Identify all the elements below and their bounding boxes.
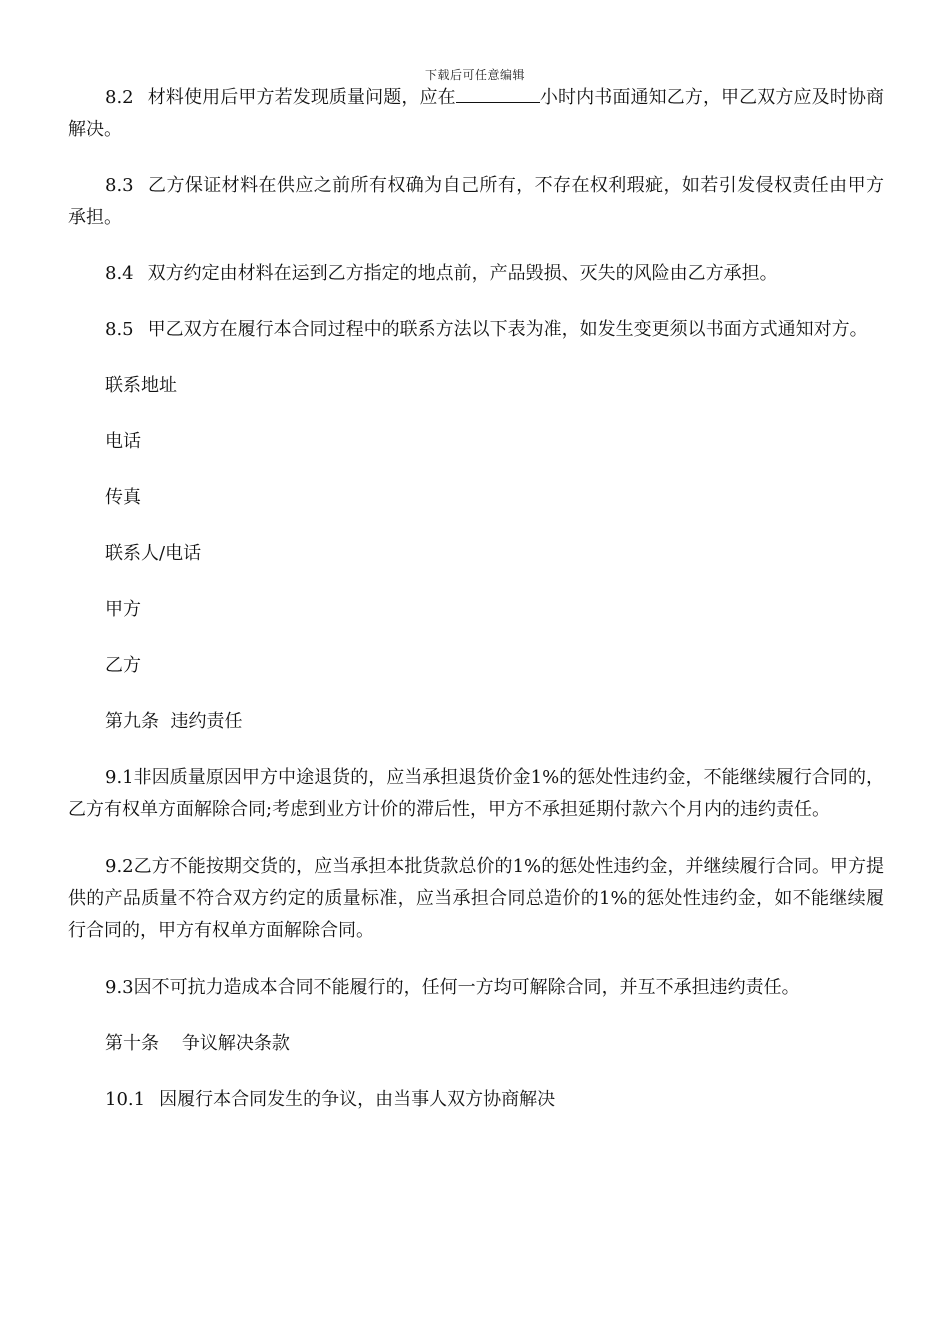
clause-8-3 — [68, 170, 884, 234]
header-note: 下载后可任意编辑 — [424, 68, 525, 82]
clause-8-5 — [68, 314, 884, 346]
clause-8-4 — [68, 258, 884, 290]
clause-9-2: 9.2乙方不能按期交货的，应当承担本批货款总价的1%的惩处性违约金，并继续履行合同。甲方提供的产品质量不符合双方约定的质量标准，应当承担合同总造价的1%的惩处性违约金，如不能继续履行合同的，甲方有权单方面解除合同。 — [68, 856, 884, 941]
clause-number: 10.1 — [105, 1089, 146, 1110]
clause-number: 8.4 — [105, 263, 134, 284]
clause-number: 8.3 — [105, 175, 134, 196]
clause-9-1: 9.1非因质量原因甲方中途退货的，应当承担退货价金1%的惩处性违约金，不能继续履行合同的，乙方有权单方面解除合同;考虑到业方计价的滞后性，甲方不承担延期付款六个月内的违约责任。 — [68, 767, 884, 820]
article-9-title: 第九条 违约责任 — [105, 711, 243, 732]
contact-phone-label: 电话 — [105, 431, 141, 452]
clause-10-1 — [68, 1084, 884, 1116]
clause-text: 双方约定由材料在运到乙方指定的地点前，产品毁损、灭失的风险由乙方承担。 — [147, 263, 778, 284]
document-body — [68, 82, 884, 1116]
contact-address-label: 联系地址 — [105, 375, 177, 396]
article-10-title: 第十条 争议解决条款 — [105, 1033, 290, 1054]
clause-8-2 — [68, 82, 884, 146]
clause-text: 甲乙双方在履行本合同过程中的联系方法以下表为准，如发生变更须以书面方式通知对方。 — [147, 319, 868, 340]
contact-fax-label: 传真 — [105, 487, 141, 508]
clause-number: 8.2 — [105, 87, 134, 108]
clause-number: 8.5 — [105, 319, 134, 340]
clause-9-3: 9.3因不可抗力造成本合同不能履行的，任何一方均可解除合同，并互不承担违约责任。 — [105, 977, 800, 998]
clause-text: 材料使用后甲方若发现质量问题，应在 — [147, 87, 456, 108]
clause-text: 因履行本合同发生的争议，由当事人双方协商解决 — [159, 1089, 556, 1110]
fill-in-blank — [456, 82, 540, 103]
clause-text: 小时内书面通知乙方，甲乙双方应及时协商解决。 — [68, 87, 885, 140]
party-b-label: 乙方 — [105, 655, 141, 676]
clause-text: 乙方保证材料在供应之前所有权确为自己所有，不存在权利瑕疵，如若引发侵权责任由甲方承担。 — [68, 175, 884, 228]
party-a-label: 甲方 — [105, 599, 141, 620]
contact-person-label: 联系人/电话 — [105, 543, 202, 564]
